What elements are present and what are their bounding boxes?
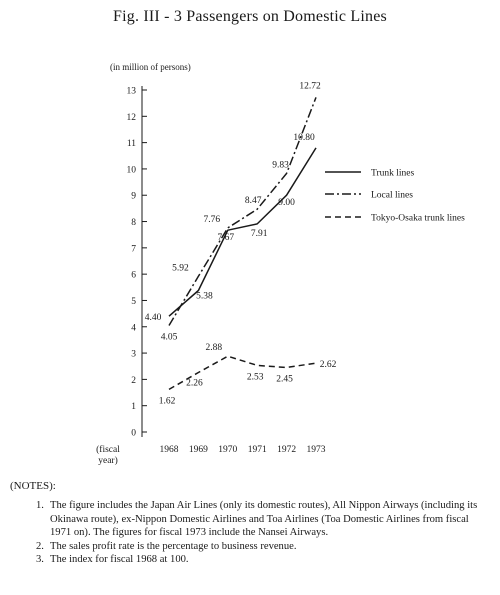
data-label: 7.76 [203,214,221,225]
y-tick-label: 11 [126,139,136,150]
notes-list [10,499,490,566]
x-tick-label: 1972 [277,445,297,455]
x-axis-label: (fiscal [96,445,120,455]
note-text: The index for fiscal 1968 at 100. [50,554,189,566]
x-tick-label: 1973 [306,445,326,455]
x-tick-label: 1968 [159,445,179,455]
note-number: 1. [36,500,44,512]
y-tick-label: 12 [126,112,136,123]
y-tick-label: 3 [131,349,136,360]
data-label: 2.88 [205,343,223,354]
y-tick-label: 4 [131,323,136,334]
data-label: 8.47 [244,196,262,207]
y-tick-label: 0 [131,428,136,439]
y-tick-label: 5 [131,296,136,307]
data-label: 7.67 [217,233,235,244]
y-tick-label: 9 [131,191,136,202]
note-text: The figure includes the Japan Air Lines (only its domestic routes), All Nippon Airways (including its Okinawa route), ex-Nippon Domestic Airlines and Toa Airlines (Toa Domestic Airlines from fiscal 1971 on). The figures for fiscal 1973 include the Nansei Airways. [50,500,478,539]
legend-label: Trunk lines [371,168,415,179]
y-tick-label: 7 [131,244,136,255]
legend-label: Tokyo-Osaka trunk lines [371,213,465,224]
series-line-trunk [169,148,316,316]
data-label: 2.53 [246,372,264,383]
data-label: 10.80 [293,132,315,143]
notes-heading: (NOTES): [10,480,56,492]
figure-title: Fig. III - 3 Passengers on Domestic Lines [113,8,387,25]
y-tick-label: 8 [131,218,136,229]
series-line-local [169,97,316,325]
data-label: 9.00 [278,198,295,209]
notes-section [10,480,490,566]
data-label: 5.92 [172,263,189,274]
note-item [36,540,490,553]
data-label: 1.62 [158,396,176,407]
note-text: The sales profit rate is the percentage to business revenue. [50,540,297,552]
note-item [36,499,490,539]
data-label: 5.38 [196,291,213,302]
data-label: 7.91 [250,228,268,239]
y-tick-label: 6 [131,270,136,281]
data-label: 2.45 [276,374,293,385]
legend-label: Local lines [371,190,413,201]
x-axis-label: year) [98,456,118,466]
note-number: 3. [36,554,44,566]
y-tick-label: 2 [131,375,136,386]
legend [325,169,465,224]
data-labels [145,81,337,406]
data-label: 9.83 [272,160,289,171]
y-axis-label: (in million of persons) [110,62,191,72]
y-tick-label: 1 [131,402,136,413]
note-item [36,553,490,566]
data-label: 2.62 [319,360,337,371]
x-tick-label: 1970 [218,445,238,455]
y-tick-label: 13 [126,86,136,97]
x-tick-label: 1969 [188,445,208,455]
data-label: 4.40 [144,313,162,324]
data-label: 4.05 [160,332,178,343]
x-tick-label: 1971 [247,445,267,455]
data-label: 2.26 [186,378,203,389]
note-number: 2. [36,540,44,552]
data-label: 12.72 [299,81,321,92]
y-tick-label: 10 [126,165,136,176]
